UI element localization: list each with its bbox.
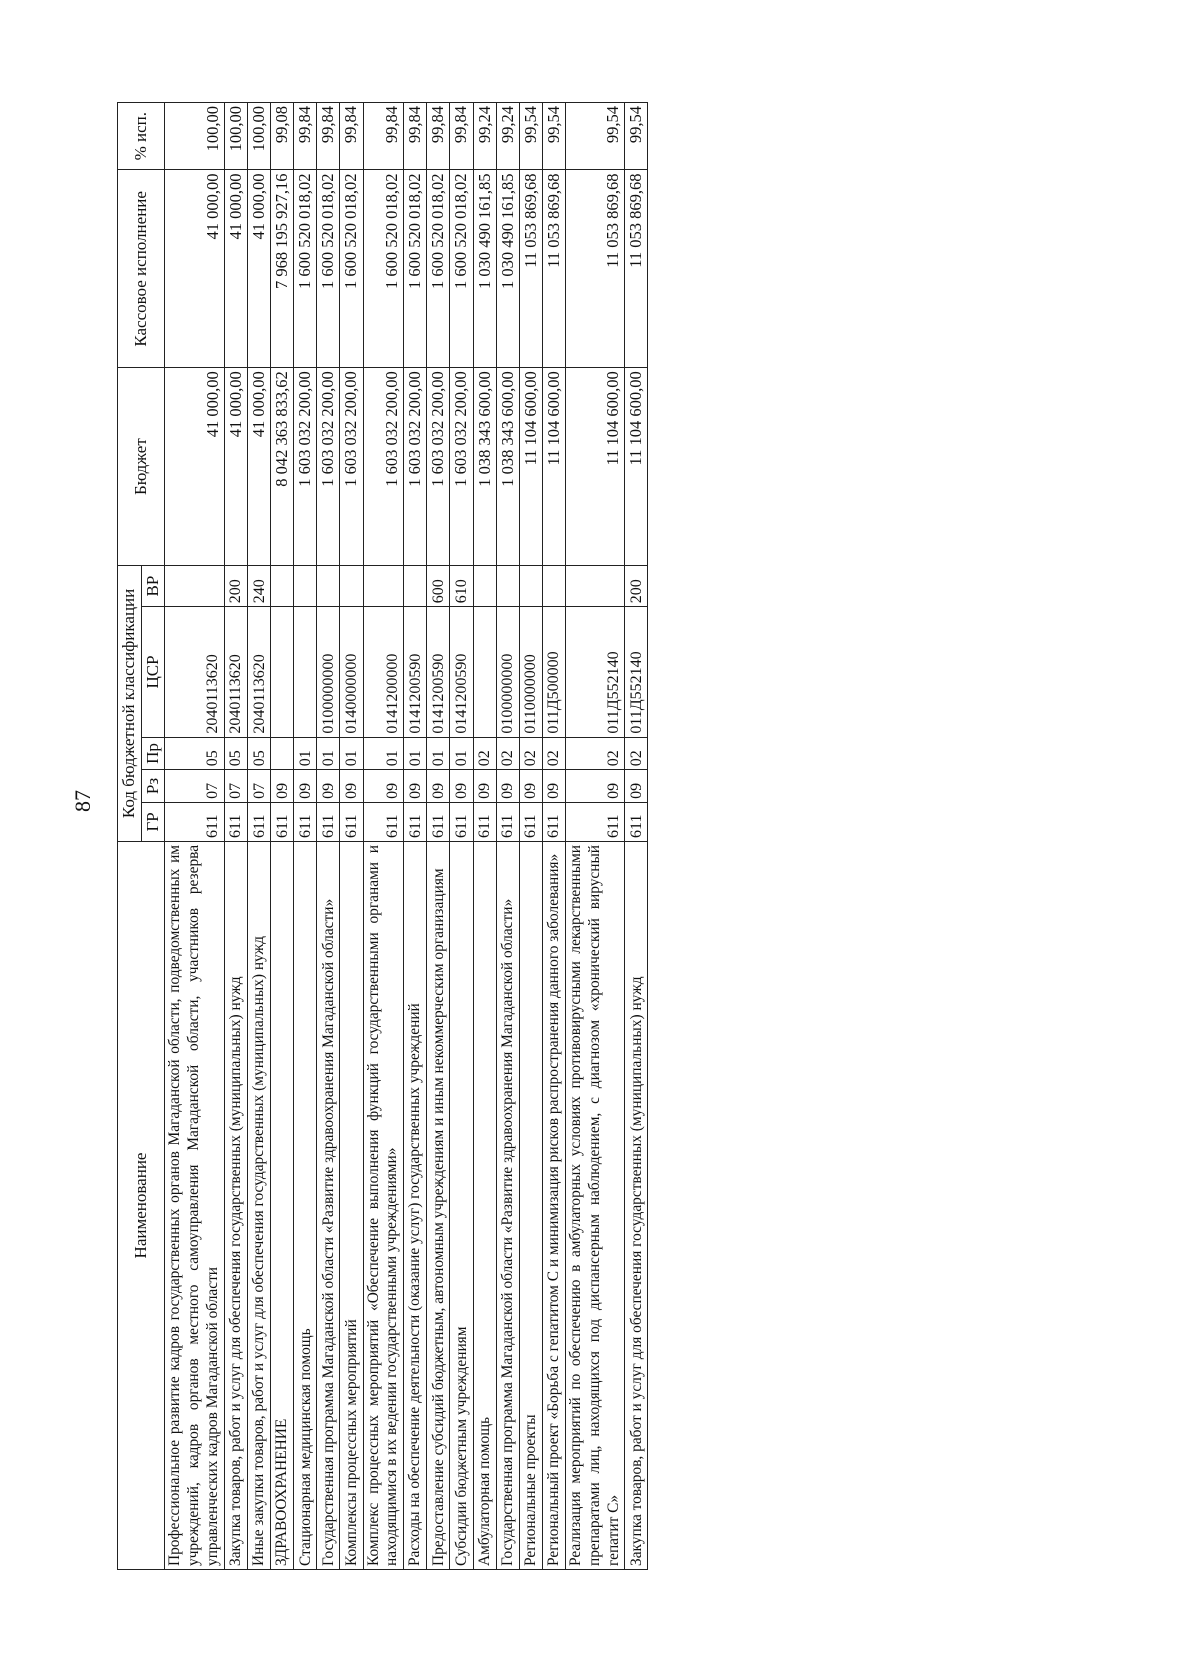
- cell-name: Расходы на обеспечение деятельности (оказание услуг) государственных учреждений: [404, 841, 427, 1569]
- cell-rz: 09: [271, 770, 294, 803]
- cell-pr: 02: [542, 737, 565, 770]
- cell-gr: 611: [340, 802, 363, 841]
- cell-budget: 11 104 600,00: [519, 368, 542, 566]
- table-row: [427, 103, 450, 1570]
- table-header: [118, 103, 165, 1570]
- table-row: [363, 103, 404, 1570]
- cell-budget: 41 000,00: [224, 368, 247, 566]
- cell-pct: 99,54: [542, 103, 565, 170]
- cell-pr: 05: [224, 737, 247, 770]
- cell-name: ЗДРАВООХРАНЕНИЕ: [271, 841, 294, 1569]
- cell-name: Государственная программа Магаданской области «Развитие здравоохранения Магаданской области»: [496, 841, 519, 1569]
- table-row: [340, 103, 363, 1570]
- cell-pct: 99,84: [404, 103, 427, 170]
- table-row: [224, 103, 247, 1570]
- cell-rz: 09: [496, 770, 519, 803]
- table-row: [317, 103, 340, 1570]
- cell-cash: 41 000,00: [224, 170, 247, 368]
- header-cash: Кассовое исполнение: [118, 170, 165, 368]
- cell-pct: 99,84: [427, 103, 450, 170]
- cell-pct: 99,84: [294, 103, 317, 170]
- cell-pct: 99,54: [625, 103, 648, 170]
- cell-pr: 05: [247, 737, 270, 770]
- cell-gr: 611: [566, 802, 625, 841]
- cell-gr: 611: [473, 802, 496, 841]
- cell-rz: 09: [566, 770, 625, 803]
- cell-pct: 99,08: [271, 103, 294, 170]
- cell-name: Государственная программа Магаданской области «Развитие здравоохранения Магаданской области»: [317, 841, 340, 1569]
- cell-rz: 09: [340, 770, 363, 803]
- cell-name: Комплексы процессных мероприятий: [340, 841, 363, 1569]
- cell-rz: 09: [625, 770, 648, 803]
- cell-name: Амбулаторная помощь: [473, 841, 496, 1569]
- cell-pr: [271, 737, 294, 770]
- cell-budget: 8 042 363 833,62: [271, 368, 294, 566]
- cell-rz: 09: [427, 770, 450, 803]
- cell-name: Комплекс процессных мероприятий «Обеспечение выполнения функций государственными органами и находящимися в их ведении государственными учреждениями»: [363, 841, 404, 1569]
- cell-vr: [340, 565, 363, 606]
- table-row: [294, 103, 317, 1570]
- cell-name: Предоставление субсидий бюджетным, автономным учреждениям и иным некоммерческим организациям: [427, 841, 450, 1569]
- table-row: [247, 103, 270, 1570]
- cell-pct: 99,84: [450, 103, 473, 170]
- cell-name: Стационарная медицинская помощь: [294, 841, 317, 1569]
- cell-cash: 1 600 520 018,02: [404, 170, 427, 368]
- cell-gr: 611: [224, 802, 247, 841]
- cell-pct: 99,24: [473, 103, 496, 170]
- cell-pr: 02: [625, 737, 648, 770]
- cell-budget: 1 038 343 600,00: [473, 368, 496, 566]
- cell-budget: 41 000,00: [165, 368, 224, 566]
- cell-gr: 611: [496, 802, 519, 841]
- cell-gr: 611: [404, 802, 427, 841]
- cell-name: Реализация мероприятий по обеспечению в амбулаторных условиях противовирусными лекарственными препаратами лиц, находящихся под диспансерным наблюдением, с диагнозом «хронический вирусный гепатит С»: [566, 841, 625, 1569]
- cell-csr: 0141200590: [427, 607, 450, 737]
- cell-pct: 99,84: [340, 103, 363, 170]
- cell-rz: 09: [294, 770, 317, 803]
- cell-rz: 09: [404, 770, 427, 803]
- header-pr: Пр: [141, 737, 165, 770]
- cell-cash: 11 053 869,68: [625, 170, 648, 368]
- cell-pct: 100,00: [247, 103, 270, 170]
- cell-budget: 1 603 032 200,00: [450, 368, 473, 566]
- cell-cash: 7 968 195 927,16: [271, 170, 294, 368]
- cell-gr: 611: [427, 802, 450, 841]
- cell-csr: 0110000000: [519, 607, 542, 737]
- cell-cash: 1 600 520 018,02: [340, 170, 363, 368]
- cell-budget: 41 000,00: [247, 368, 270, 566]
- cell-name: Профессиональное развитие кадров государственных органов Магаданской области, подведомственных им учреждений, кадров органов местного самоуправления Магаданской области, участников резерва управленческих кадров Магаданской области: [165, 841, 224, 1569]
- table-row: [404, 103, 427, 1570]
- cell-gr: 611: [294, 802, 317, 841]
- cell-vr: [271, 565, 294, 606]
- cell-pr: 01: [404, 737, 427, 770]
- cell-vr: 610: [450, 565, 473, 606]
- cell-cash: 11 053 869,68: [566, 170, 625, 368]
- cell-csr: 2040113620: [247, 607, 270, 737]
- budget-table: [117, 102, 648, 1570]
- cell-vr: [317, 565, 340, 606]
- cell-csr: 2040113620: [165, 607, 224, 737]
- cell-budget: 11 104 600,00: [542, 368, 565, 566]
- cell-gr: 611: [247, 802, 270, 841]
- cell-rz: 07: [224, 770, 247, 803]
- cell-rz: 07: [165, 770, 224, 803]
- cell-budget: 1 603 032 200,00: [427, 368, 450, 566]
- table-row: [519, 103, 542, 1570]
- cell-csr: 2040113620: [224, 607, 247, 737]
- cell-name: Иные закупки товаров, работ и услуг для обеспечения государственных (муниципальных) нужд: [247, 841, 270, 1569]
- cell-rz: 09: [450, 770, 473, 803]
- cell-gr: 611: [625, 802, 648, 841]
- cell-csr: 0140000000: [340, 607, 363, 737]
- cell-csr: [473, 607, 496, 737]
- cell-cash: 11 053 869,68: [519, 170, 542, 368]
- cell-csr: 0100000000: [496, 607, 519, 737]
- cell-budget: 1 603 032 200,00: [340, 368, 363, 566]
- cell-vr: [404, 565, 427, 606]
- cell-pr: 01: [340, 737, 363, 770]
- cell-rz: 09: [473, 770, 496, 803]
- cell-pct: 99,84: [363, 103, 404, 170]
- cell-pr: 01: [317, 737, 340, 770]
- cell-csr: [271, 607, 294, 737]
- cell-vr: 200: [224, 565, 247, 606]
- table-row: [165, 103, 224, 1570]
- cell-pr: 02: [566, 737, 625, 770]
- cell-gr: 611: [317, 802, 340, 841]
- cell-vr: [165, 565, 224, 606]
- table-body: [165, 103, 648, 1570]
- cell-pr: 02: [519, 737, 542, 770]
- header-pct: % исп.: [118, 103, 165, 170]
- cell-vr: [566, 565, 625, 606]
- table-row: [625, 103, 648, 1570]
- cell-budget: 1 603 032 200,00: [404, 368, 427, 566]
- cell-vr: [294, 565, 317, 606]
- cell-csr: 011Д552140: [625, 607, 648, 737]
- cell-rz: 09: [317, 770, 340, 803]
- header-rz: Рз: [141, 770, 165, 803]
- cell-csr: 0100000000: [317, 607, 340, 737]
- cell-gr: 611: [450, 802, 473, 841]
- cell-rz: 09: [542, 770, 565, 803]
- cell-vr: [519, 565, 542, 606]
- cell-budget: 1 038 343 600,00: [496, 368, 519, 566]
- cell-rz: 09: [519, 770, 542, 803]
- cell-budget: 1 603 032 200,00: [363, 368, 404, 566]
- cell-cash: 1 600 520 018,02: [427, 170, 450, 368]
- cell-pr: 02: [473, 737, 496, 770]
- cell-pr: 01: [427, 737, 450, 770]
- cell-pr: 02: [496, 737, 519, 770]
- cell-cash: 41 000,00: [165, 170, 224, 368]
- header-gr: ГР: [141, 802, 165, 841]
- table-row: [566, 103, 625, 1570]
- cell-budget: 11 104 600,00: [625, 368, 648, 566]
- cell-cash: 1 030 490 161,85: [473, 170, 496, 368]
- cell-name: Региональный проект «Борьба с гепатитом С и минимизация рисков распространения данного заболевания»: [542, 841, 565, 1569]
- cell-budget: 11 104 600,00: [566, 368, 625, 566]
- cell-csr: 0141200590: [450, 607, 473, 737]
- cell-pct: 99,84: [317, 103, 340, 170]
- cell-vr: [496, 565, 519, 606]
- cell-vr: 200: [625, 565, 648, 606]
- cell-cash: 41 000,00: [247, 170, 270, 368]
- cell-cash: 11 053 869,68: [542, 170, 565, 368]
- cell-name: Закупка товаров, работ и услуг для обеспечения государственных (муниципальных) нужд: [224, 841, 247, 1569]
- cell-gr: 611: [271, 802, 294, 841]
- cell-csr: 0141200000: [363, 607, 404, 737]
- cell-pr: 01: [294, 737, 317, 770]
- cell-csr: 011Д552140: [566, 607, 625, 737]
- cell-vr: 600: [427, 565, 450, 606]
- cell-name: Региональные проекты: [519, 841, 542, 1569]
- cell-pct: 99,54: [566, 103, 625, 170]
- page-number: 87: [70, 790, 95, 812]
- cell-pct: 100,00: [165, 103, 224, 170]
- cell-rz: 09: [363, 770, 404, 803]
- cell-pct: 99,54: [519, 103, 542, 170]
- cell-pr: 05: [165, 737, 224, 770]
- cell-csr: [294, 607, 317, 737]
- header-csr: ЦСР: [141, 607, 165, 737]
- rotated-table-container: [117, 102, 1117, 1570]
- cell-cash: 1 600 520 018,02: [294, 170, 317, 368]
- table-row: [496, 103, 519, 1570]
- header-budget: Бюджет: [118, 368, 165, 566]
- header-code-group: Код бюджетной классификации: [118, 565, 142, 841]
- cell-gr: 611: [363, 802, 404, 841]
- cell-budget: 1 603 032 200,00: [317, 368, 340, 566]
- cell-csr: 011Д500000: [542, 607, 565, 737]
- table-row: [473, 103, 496, 1570]
- cell-gr: 611: [519, 802, 542, 841]
- cell-vr: [542, 565, 565, 606]
- cell-cash: 1 600 520 018,02: [450, 170, 473, 368]
- cell-vr: 240: [247, 565, 270, 606]
- cell-budget: 1 603 032 200,00: [294, 368, 317, 566]
- cell-cash: 1 030 490 161,85: [496, 170, 519, 368]
- table-row: [271, 103, 294, 1570]
- cell-gr: 611: [165, 802, 224, 841]
- cell-pct: 99,24: [496, 103, 519, 170]
- cell-vr: [473, 565, 496, 606]
- cell-rz: 07: [247, 770, 270, 803]
- table-row: [542, 103, 565, 1570]
- header-vr: ВР: [141, 565, 165, 606]
- cell-cash: 1 600 520 018,02: [317, 170, 340, 368]
- cell-cash: 1 600 520 018,02: [363, 170, 404, 368]
- header-name: Наименование: [118, 841, 165, 1569]
- cell-gr: 611: [542, 802, 565, 841]
- cell-name: Закупка товаров, работ и услуг для обеспечения государственных (муниципальных) нужд: [625, 841, 648, 1569]
- cell-csr: 0141200590: [404, 607, 427, 737]
- table-row: [450, 103, 473, 1570]
- cell-pr: 01: [363, 737, 404, 770]
- cell-pct: 100,00: [224, 103, 247, 170]
- cell-vr: [363, 565, 404, 606]
- cell-name: Субсидии бюджетным учреждениям: [450, 841, 473, 1569]
- cell-pr: 01: [450, 737, 473, 770]
